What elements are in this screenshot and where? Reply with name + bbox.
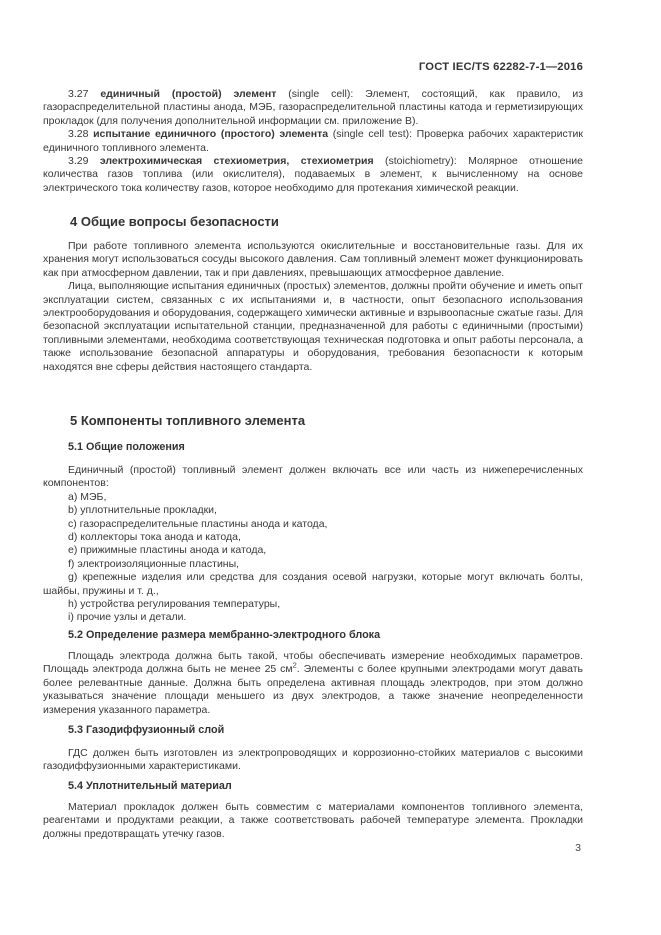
component-list-item-h: h) устройства регулирования температуры, <box>68 598 281 611</box>
subsection-5-3-heading-wrap <box>43 724 583 738</box>
section-4-body <box>43 240 583 374</box>
terms-section <box>43 88 583 195</box>
component-list-item-f: f) электроизоляционные пластины, <box>68 557 240 570</box>
subsection-5-4-heading-wrap <box>43 780 583 794</box>
component-list-item-i: i) прочие узлы и детали. <box>68 611 187 624</box>
term-number: 3.29 <box>68 155 100 168</box>
subsection-5-1-intro: Единичный (простой) топливный элемент должен включать все или часть из нижеперечисленных компонентов: <box>43 464 583 490</box>
component-list-item-e: e) прижимные пластины анода и катода, <box>68 544 267 557</box>
subsection-5-2-paragraph <box>43 650 583 717</box>
subsection-5-2-body <box>43 650 583 717</box>
subsection-5-2-heading-wrap <box>43 629 583 643</box>
paragraph-text: Площадь электрода должна быть такой, чтобы обеспечивать измерение необходимых параметров. Площадь электрода должна быть не менее 25 см <box>43 650 583 676</box>
subsection-5-1-heading-wrap <box>43 441 583 455</box>
term-paragraph-3-29 <box>43 155 583 195</box>
section-4-heading: 4 Общие вопросы безопасности <box>70 214 279 229</box>
component-list-item-a: a) МЭБ, <box>68 490 107 503</box>
component-list-item-g: g) крепежные изделия или средства для создания осевой нагрузки, которые могут включать болты, шайбы, пружины и т. д., <box>43 571 583 597</box>
section-4-heading-wrap <box>43 213 583 230</box>
document-header-designation: ГОСТ IEC/TS 62282-7-1—2016 <box>418 61 583 73</box>
term-paragraph-3-28 <box>43 128 583 155</box>
page-number: 3 <box>575 842 581 854</box>
paragraph-text: . Элементы с более крупными электродами могут давать более релевантные данные. Должна быть определена активная площадь электродов, при этом должно указываться значение площади меньшего из двух электродов, а также значение неопределенности измерения указанного параметра. <box>43 663 583 716</box>
section-4-paragraph-1: При работе топливного элемента используются окислительные и восстановительные газы. Для их хранения могут использоваться сосуды высокого давления. Сам топливный элемент может функционировать как при атмосферном давлении, так и при давлениях, превышающих атмосферное давление. <box>43 240 583 279</box>
subsection-5-3-body <box>43 747 583 774</box>
section-5-heading: 5 Компоненты топливного элемента <box>70 413 306 428</box>
term-name: испытание единичного (простого) элемента <box>93 128 329 141</box>
term-number: 3.27 <box>68 88 101 100</box>
component-list-item-c: c) газораспределительные пластины анода и катода, <box>68 517 328 530</box>
superscript-2: 2 <box>292 660 297 670</box>
subsection-5-4-body <box>43 801 583 841</box>
term-definition: (single cell test): Проверка рабочих характеристик единичного топливного элемента. <box>43 128 583 154</box>
subsection-5-1-heading: 5.1 Общие положения <box>68 441 185 453</box>
term-name: электрохимическая стехиометрия, стехиометрия <box>99 155 374 168</box>
term-number: 3.28 <box>68 128 94 141</box>
subsection-5-2-heading: 5.2 Определение размера мембранно-электродного блока <box>68 629 381 641</box>
component-list-item-d: d) коллекторы тока анода и катода, <box>68 531 241 544</box>
term-definition: (stoichiometry): Молярное отношение количества газов топлива (или окислителя), подаваемых в элемент, к вычисленному на основе электрического тока количеству газов, которое необходимо для протекания химической реакции. <box>43 155 584 194</box>
term-definition: (single cell): Элемент, состоящий, как правило, из газораспределительной пластины анода, МЭБ, газораспределительной пластины катода и герметизирующих прокладок (для получения дополнительной информации см. приложение В). <box>43 88 584 127</box>
section-4-paragraph-2: Лица, выполняющие испытания единичных (простых) элементов, должны пройти обучение и иметь опыт эксплуатации систем, связанных с их испытаниями и, в частности, опыт безопасного использования электрооборудования и оборудования, содержащего химически активные и взрывоопасные сжатые газы. Для безопасной эксплуатации испытательной станции, предназначенной для работы с единичными (простыми) топливными элементами, необходима соответствующая техническая подготовка и опыт работы персонала, а также использование безопасной аппаратуры и оборудования, требования безопасности к которым находятся вне сферы действия настоящего стандарта. <box>43 280 583 373</box>
term-name: единичный (простой) элемент <box>100 88 277 100</box>
subsection-5-1-body <box>43 464 583 625</box>
subsection-5-3-heading: 5.3 Газодиффузионный слой <box>68 724 225 736</box>
subsection-5-4-heading: 5.4 Уплотнительный материал <box>68 780 232 792</box>
term-paragraph-3-27 <box>43 88 583 128</box>
subsection-5-3-paragraph: ГДС должен быть изготовлен из электропроводящих и коррозионно-стойких материалов с высокими газодиффузионными характеристиками. <box>43 747 583 773</box>
section-5-heading-wrap <box>43 412 583 429</box>
subsection-5-4-paragraph: Материал прокладок должен быть совместим с материалами компонентов топливного элемента, реагентами и продуктами реакции, а также соответствовать рабочей температуре элемента. Прокладки должны предотвращать утечку газов. <box>43 801 583 840</box>
component-list-item-b: b) уплотнительные прокладки, <box>68 504 217 517</box>
